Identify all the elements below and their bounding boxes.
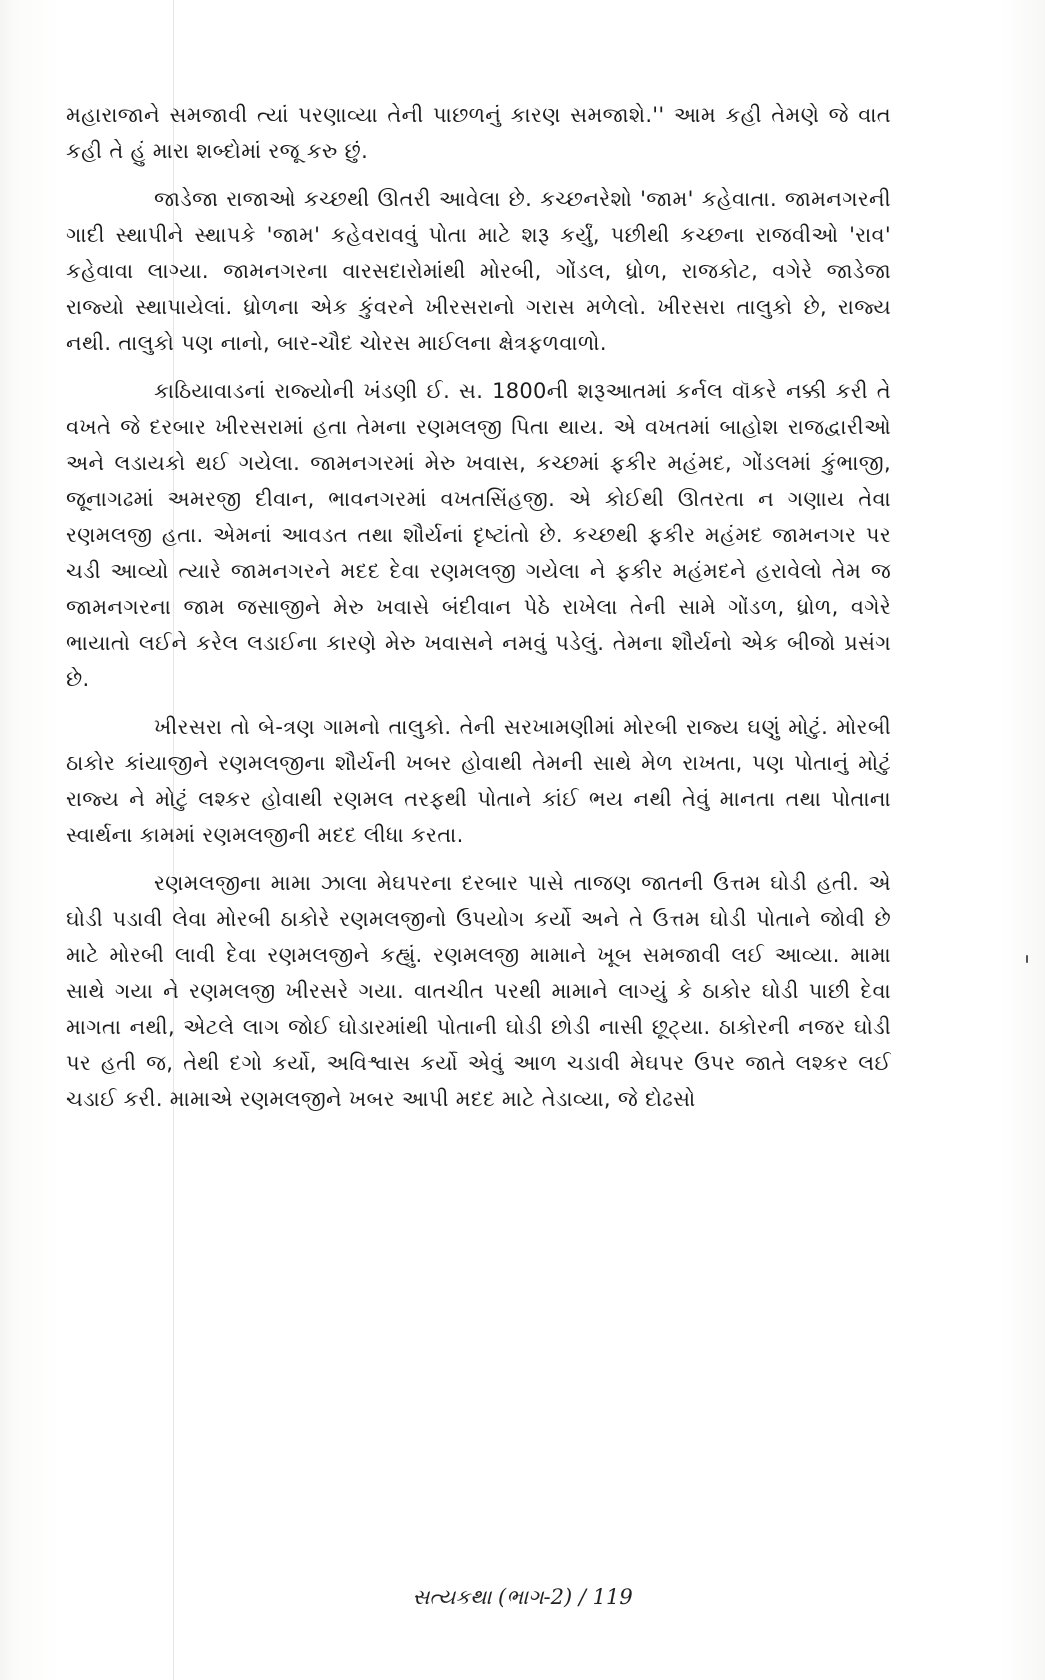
page-footer: સત્યકથા (ભાગ-2) / 119: [412, 1585, 633, 1609]
paragraph-2: જાડેજા રાજાઓ કચ્છથી ઊતરી આવેલા છે. કચ્છનરેશો 'જામ' કહેવાતા. જામનગરની ગાદી સ્થાપીને સ્થાપકે 'જામ' કહેવરાવવું પોતા માટે શરૂ કર્યું, પછીથી કચ્છના રાજવીઓ 'રાવ' કહેવાવા લાગ્યા. જામનગરના વારસદારોમાંથી મોરબી, ગોંડલ, ધ્રોળ, રાજકોટ, વગેરે જાડેજા રાજ્યો સ્થાપાયેલાં. ધ્રોળના એક કુંવરને ખીરસરાનો ગરાસ મળેલો. ખીરસરા તાલુકો છે, રાજ્ય નથી. તાલુકો પણ નાનો, બાર-ચૌદ ચોરસ માઈલના ક્ષેત્રફળવાળો.: [66, 187, 891, 355]
paragraph-4: ખીરસરા તો બે-ત્રણ ગામનો તાલુકો. તેની સરખામણીમાં મોરબી રાજ્ય ઘણું મોટું. મોરબી ઠાકોર કાંયાજીને રણમલજીના શૌર્યની ખબર હોવાથી તેમની સાથે મેળ રાખતા, પણ પોતાનું મોટું રાજ્ય ને મોટું લશ્કર હોવાથી રણમલ તરફથી પોતાને કાંઈ ભય નથી તેવું માનતા તથા પોતાના સ્વાર્થના કામમાં રણમલજીની મદદ લીધા કરતા.: [66, 715, 891, 847]
paragraph-5: રણમલજીના મામા ઝાલા મેઘપરના દરબાર પાસે તાજણ જાતની ઉત્તમ ઘોડી હતી. એ ઘોડી પડાવી લેવા મોરબી ઠાકોરે રણમલજીનો ઉપયોગ કર્યો અને તે ઉત્તમ ઘોડી પોતાને જોવી છે માટે મોરબી લાવી દેવા રણમલજીને કહ્યું. રણમલજી મામાને ખૂબ સમજાવી લઈ આવ્યા. મામા સાથે ગયા ને રણમલજી ખીરસરે ગયા. વાતચીત પરથી મામાને લાગ્યું કે ઠાકોર ઘોડી પાછી દેવા માગતા નથી, એટલે લાગ જોઈ ઘોડારમાંથી પોતાની ઘોડી છોડી નાસી છૂટ્યા. ઠાકોરની નજર ઘોડી પર હતી જ, તેથી દગો કર્યો, અવિશ્વાસ કર્યો એવું આળ ચડાવી મેઘપર ઉપર જાતે લશ્કર લઈ ચડાઈ કરી. મામાએ રણમલજીને ખબર આપી મદદ માટે તેડાવ્યા, જે દોઢસો: [66, 871, 891, 1111]
scan-speck: [1026, 955, 1028, 963]
body-text: [66, 97, 891, 1129]
paragraph-1: મહારાજાને સમજાવી ત્યાં પરણાવ્યા તેની પાછળનું કારણ સમજાશે.'' આમ કહી તેમણે જે વાત કહી તે હું મારા શબ્દોમાં રજૂ કરુ છું.: [66, 103, 891, 163]
paragraph-3: કાઠિયાવાડનાં રાજ્યોની ખંડણી ઈ. સ. 1800ની શરૂઆતમાં કર્નલ વૉકરે નક્કી કરી તે વખતે જે દરબાર ખીરસરામાં હતા તેમના રણમલજી પિતા થાય. એ વખતમાં બાહોશ રાજદ્વારીઓ અને લડાયકો થઈ ગયેલા. જામનગરમાં મેરુ ખવાસ, કચ્છમાં ફકીર મહંમદ, ગોંડલમાં કુંભાજી, જૂનાગઢમાં અમરજી દીવાન, ભાવનગરમાં વખતસિંહજી. એ કોઈથી ઊતરતા ન ગણાય તેવા રણમલજી હતા. એમનાં આવડત તથા શૌર્યનાં દૃષ્ટાંતો છે. કચ્છથી ફકીર મહંમદ જામનગર પર ચડી આવ્યો ત્યારે જામનગરને મદદ દેવા રણમલજી ગયેલા ને ફકીર મહંમદને હરાવેલો તેમ જ જામનગરના જામ જસાજીને મેરુ ખવાસે બંદીવાન પેઠે રાખેલા તેની સામે ગોંડળ, ધ્રોળ, વગેરે ભાયાતો લઈને કરેલ લડાઈના કારણે મેરુ ખવાસને નમવું પડેલું. તેમના શૌર્યનો એક બીજો પ્રસંગ છે.: [66, 379, 891, 691]
